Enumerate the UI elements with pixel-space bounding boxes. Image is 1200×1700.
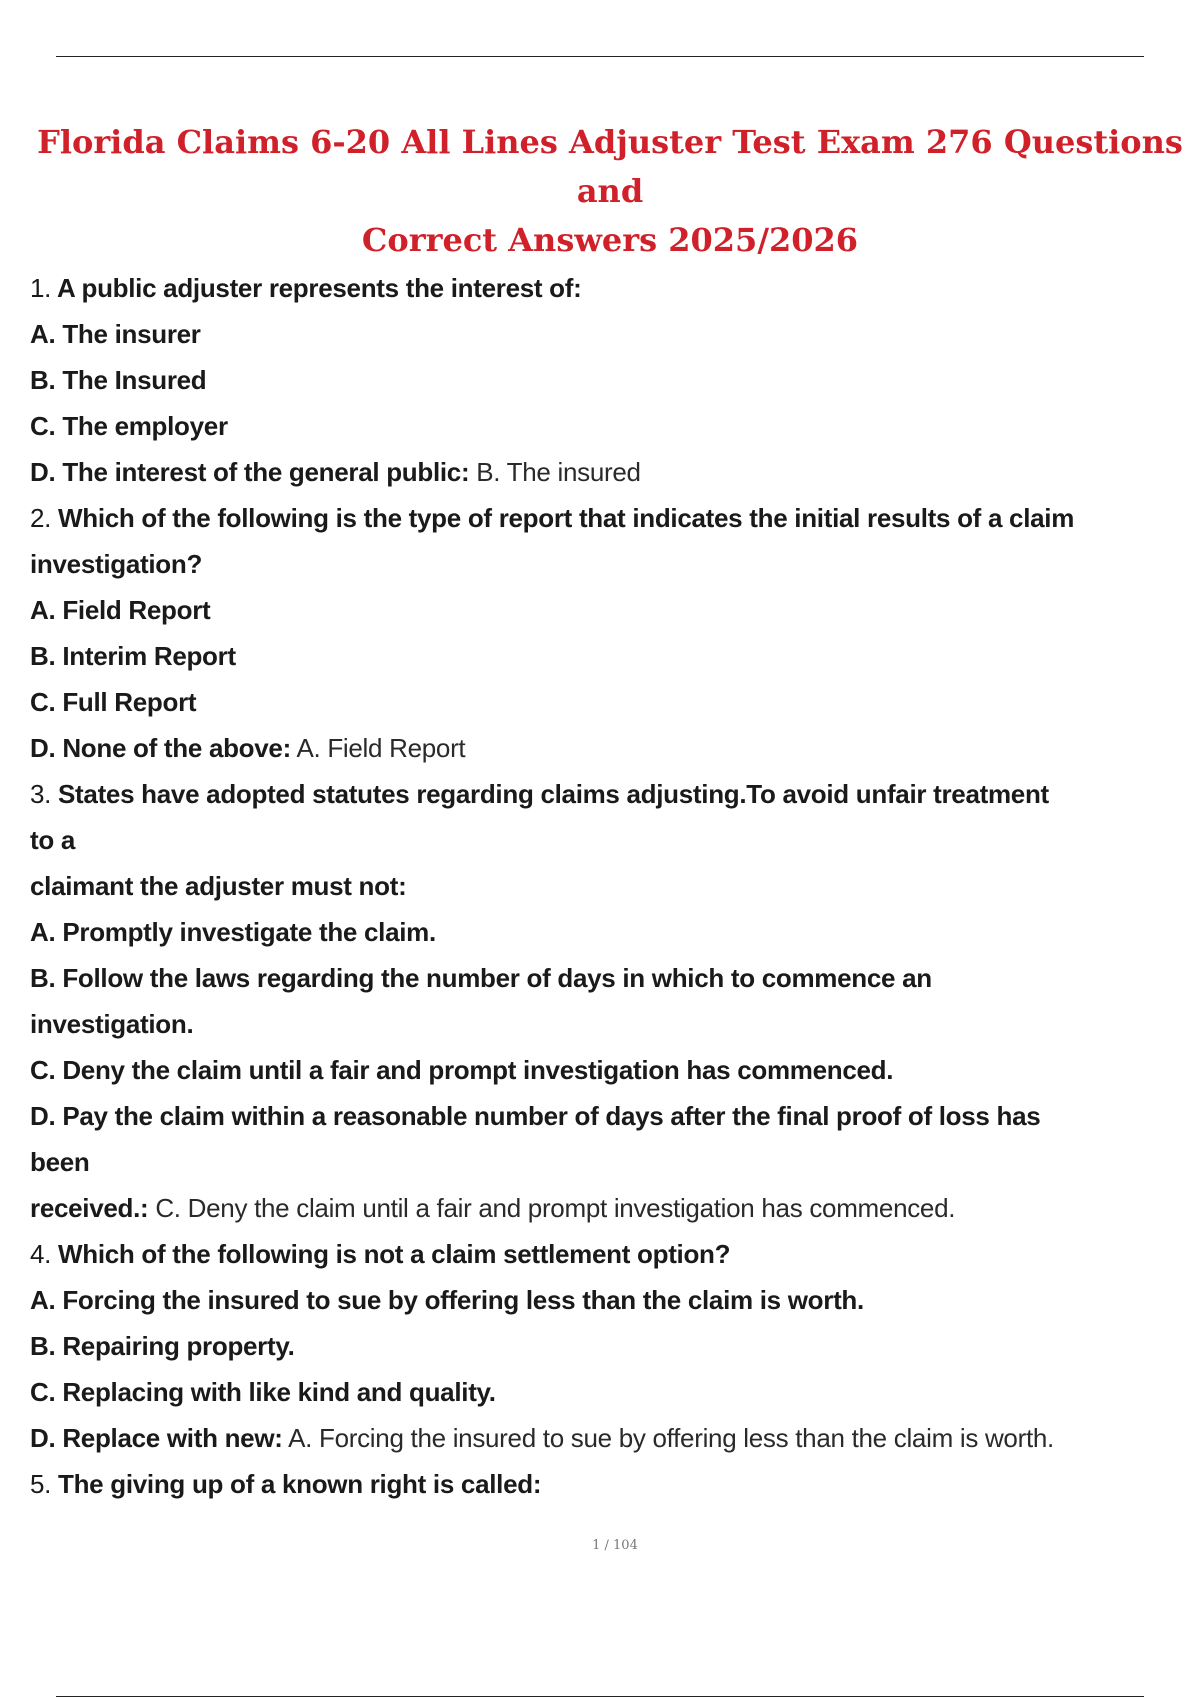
question-2-stem: 2. Which of the following is the type of report that indicates the initial results of a claim: [30, 503, 1075, 533]
question-3-option-d-cont: been: [30, 1147, 90, 1177]
question-3-stem: 3. States have adopted statutes regarding claims adjusting.To avoid unfair treatment: [30, 779, 1049, 809]
title-line-2: Correct Answers 2025/2026: [361, 221, 859, 259]
question-2-answer: A. Field Report: [290, 733, 466, 763]
question-1-stem: 1. A public adjuster represents the interest of:: [30, 273, 582, 303]
title-line-1: Florida Claims 6-20 All Lines Adjuster Test Exam 276 Questions and: [37, 123, 1183, 210]
question-2-option-d: D. None of the above: A. Field Report: [30, 733, 466, 763]
page-indicator: 1 / 104: [592, 1538, 638, 1553]
question-4-option-c: C. Replacing with like kind and quality.: [30, 1377, 496, 1407]
question-3-option-b: B. Follow the laws regarding the number of days in which to commence an: [30, 963, 932, 993]
question-1-option-a: A. The insurer: [30, 319, 201, 349]
question-3-stem-cont-2: claimant the adjuster must not:: [30, 871, 407, 901]
question-2-option-a: A. Field Report: [30, 595, 211, 625]
question-5-stem: 5. The giving up of a known right is called:: [30, 1469, 542, 1499]
question-3-option-a: A. Promptly investigate the claim.: [30, 917, 436, 947]
question-4-answer: A. Forcing the insured to sue by offering less than the claim is worth.: [282, 1423, 1054, 1453]
question-3-option-d-cont-2: received.: C. Deny the claim until a fair and prompt investigation has commenced.: [30, 1193, 956, 1223]
document-title: [20, 118, 1200, 265]
question-2-option-b: B. Interim Report: [30, 641, 236, 671]
question-1-option-c: C. The employer: [30, 411, 228, 441]
question-1-option-b: B. The Insured: [30, 365, 207, 395]
question-3-answer: C. Deny the claim until a fair and prompt investigation has commenced.: [148, 1193, 956, 1223]
question-4-option-a: A. Forcing the insured to sue by offering less than the claim is worth.: [30, 1285, 864, 1315]
question-4-option-d: D. Replace with new: A. Forcing the insured to sue by offering less than the claim is worth.: [30, 1423, 1054, 1453]
footer-rule: [56, 1696, 1144, 1697]
question-4-stem: 4. Which of the following is not a claim settlement option?: [30, 1239, 731, 1269]
question-2-stem-cont: investigation?: [30, 549, 203, 579]
question-1-option-d: D. The interest of the general public: B. The insured: [30, 457, 641, 487]
question-4-option-b: B. Repairing property.: [30, 1331, 295, 1361]
question-3-option-b-cont: investigation.: [30, 1009, 194, 1039]
question-1-answer: B. The insured: [469, 457, 641, 487]
question-3-stem-cont-1: to a: [30, 825, 76, 855]
question-list: [30, 265, 1170, 1507]
question-2-option-c: C. Full Report: [30, 687, 197, 717]
header-rule: [56, 56, 1144, 57]
question-3-option-d: D. Pay the claim within a reasonable number of days after the final proof of loss has: [30, 1101, 1041, 1131]
question-3-option-c: C. Deny the claim until a fair and prompt investigation has commenced.: [30, 1055, 894, 1085]
